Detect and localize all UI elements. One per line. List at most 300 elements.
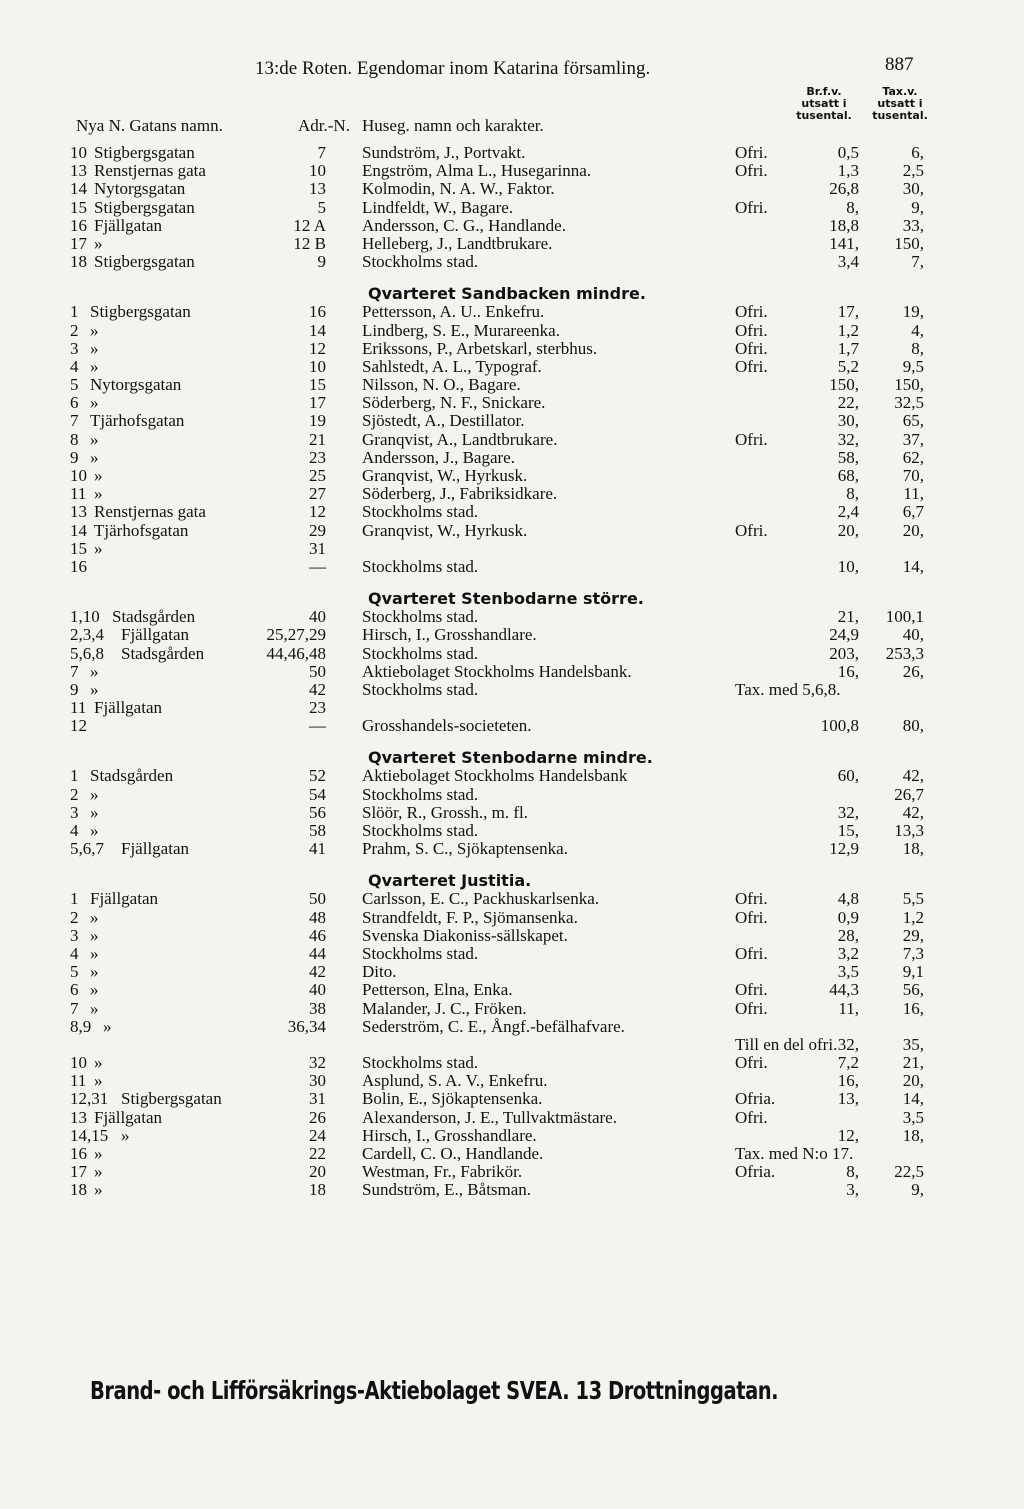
cell-nr: 7 (70, 998, 79, 1018)
cell-adr: 48 (309, 907, 326, 927)
cell-adr: 38 (309, 998, 326, 1018)
cell-ofri: Ofri. (735, 1107, 768, 1127)
cell-adr: 16 (309, 302, 326, 322)
table-row (0, 1000, 1024, 1018)
cell-street: » (90, 802, 99, 822)
cell-tax: 7,3 (902, 943, 924, 963)
cell-brf: 26,8 (829, 179, 859, 199)
cell-owner: Stockholms stad. (362, 679, 479, 699)
cell-nr: 4 (70, 943, 79, 963)
header-brf-line: utsatt i (801, 97, 847, 110)
cell-street: Stigbergsgatan (94, 143, 195, 162)
cell-brf: 44,3 (829, 980, 859, 1000)
cell-brf: 12,9 (829, 839, 859, 859)
cell-tax: 8, (911, 338, 924, 358)
cell-ofri: Ofri. (735, 520, 768, 540)
cell-owner: Bolin, E., Sjökaptensenka. (362, 1089, 543, 1109)
cell-owner: Stockholms stad. (362, 943, 479, 963)
cell-street: » (90, 784, 99, 804)
cell-brf: 16, (837, 661, 859, 681)
cell-tax: 26,7 (894, 784, 924, 804)
table-row (0, 394, 1024, 412)
cell-street: » (103, 1016, 112, 1036)
cell-adr: 21 (309, 429, 326, 449)
cell-tax: 70, (902, 466, 924, 485)
cell-tax: 20, (902, 1071, 924, 1091)
cell-brf: 2,4 (837, 502, 859, 522)
cell-street: » (94, 1162, 103, 1182)
cell-owner: Asplund, S. A. V., Enkefru. (362, 1071, 548, 1091)
cell-ofri: Ofri. (735, 907, 768, 927)
cell-nr: 18 (70, 252, 87, 272)
cell-ofri: Ofri. (735, 320, 768, 340)
table-row (0, 767, 1024, 785)
cell-street: » (90, 980, 99, 1000)
cell-tax: 6, (911, 143, 924, 162)
cell-street: Fjällgatan (90, 889, 158, 909)
cell-tax: 26, (902, 661, 924, 681)
cell-street: » (90, 429, 99, 449)
table-row (0, 412, 1024, 430)
cell-street: » (94, 1053, 103, 1073)
cell-street: » (90, 679, 99, 699)
cell-nr: 16 (70, 556, 87, 576)
cell-brf: 150, (829, 375, 859, 395)
cell-owner: Malander, J. C., Fröken. (362, 998, 527, 1018)
cell-street: Stadsgården (121, 643, 205, 663)
cell-nr: 2 (70, 784, 79, 804)
cell-brf: 32, (837, 802, 859, 822)
cell-brf: 28, (837, 925, 859, 945)
cell-street: » (94, 233, 103, 253)
cell-tax: 2,5 (902, 161, 924, 181)
cell-tax: 35, (902, 1034, 924, 1054)
cell-tax: 32,5 (894, 393, 924, 413)
cell-brf: 12, (837, 1125, 859, 1145)
cell-street: Fjällgatan (121, 625, 189, 645)
cell-brf: 11, (838, 998, 859, 1018)
cell-ofri: Ofri. (735, 998, 768, 1018)
cell-nr: 16 (70, 215, 87, 235)
cell-brf: 16, (837, 1071, 859, 1091)
cell-brf: 1,7 (837, 338, 859, 358)
table-row (0, 303, 1024, 321)
cell-brf: 32, (837, 1034, 859, 1054)
table-row (0, 522, 1024, 540)
cell-owner: Grosshandels-societeten. (362, 716, 532, 736)
cell-adr: 7 (317, 143, 326, 162)
cell-brf: 1,2 (837, 320, 859, 340)
cell-street: » (90, 338, 99, 358)
cell-nr: 10 (70, 466, 87, 485)
cell-ofri: Ofri. (735, 889, 768, 909)
cell-ofri: Till en del ofri. (735, 1034, 838, 1054)
cell-adr: 41 (309, 839, 326, 859)
cell-street: » (90, 998, 99, 1018)
table-row (0, 1090, 1024, 1108)
cell-nr: 1 (70, 766, 79, 786)
cell-brf: 3,5 (837, 962, 859, 982)
table-row (0, 144, 1024, 162)
cell-street: Stigbergsgatan (94, 252, 195, 272)
cell-adr: 29 (309, 520, 326, 540)
cell-owner: Pettersson, A. U.. Enkefru. (362, 302, 545, 322)
cell-brf: 7,2 (837, 1053, 859, 1073)
cell-brf: 20, (837, 520, 859, 540)
cell-nr: 1 (70, 302, 79, 322)
cell-tax: 62, (902, 447, 924, 467)
cell-brf: 8, (846, 197, 859, 217)
cell-nr: 12 (70, 716, 87, 736)
cell-adr: 20 (309, 1162, 326, 1182)
cell-nr: 13 (70, 161, 87, 181)
table-row (0, 358, 1024, 376)
cell-nr: 3 (70, 925, 79, 945)
cell-street: » (90, 943, 99, 963)
cell-brf: 13, (837, 1089, 859, 1109)
table-row (0, 340, 1024, 358)
cell-brf: 32, (837, 429, 859, 449)
cell-owner: Stockholms stad. (362, 1053, 479, 1073)
cell-adr: 12 B (293, 233, 326, 253)
cell-tax: 65, (902, 411, 924, 431)
cell-tax: 6,7 (902, 502, 924, 522)
cell-ofri: Ofri. (735, 302, 768, 322)
table-row (0, 927, 1024, 945)
table-row (0, 1036, 1024, 1054)
cell-owner: Nilsson, N. O., Bagare. (362, 375, 521, 395)
cell-nr: 8,9 (70, 1016, 92, 1036)
section-title-text: Qvarteret Stenbodarne större. (368, 589, 644, 609)
cell-owner: Stockholms stad. (362, 556, 479, 576)
cell-nr: 17 (70, 1162, 87, 1182)
cell-adr: 23 (309, 698, 326, 718)
table-row (0, 1109, 1024, 1127)
cell-adr: 54 (309, 784, 326, 804)
cell-adr: 22 (309, 1144, 326, 1163)
cell-owner: Stockholms stad. (362, 643, 479, 663)
cell-adr: 58 (309, 821, 326, 840)
header-huseg: Huseg. namn och karakter. (362, 116, 544, 135)
footer-text: Brand- och Lifförsäkrings-Aktiebolaget SVEA. 13 Drottninggatan. (90, 1376, 779, 1405)
cell-nr: 7 (70, 411, 79, 431)
cell-owner: Alexanderson, J. E., Tullvaktmästare. (362, 1107, 617, 1127)
table-row (0, 322, 1024, 340)
cell-brf: 5,2 (837, 356, 859, 376)
cell-adr: 5 (317, 197, 326, 217)
column-headers (0, 86, 1024, 136)
cell-nr: 2 (70, 907, 79, 927)
cell-adr: 31 (309, 538, 326, 558)
cell-tax: 16, (902, 998, 924, 1018)
cell-tax: 9,1 (902, 962, 924, 982)
cell-nr: 15 (70, 538, 87, 558)
cell-street: Stadsgården (112, 607, 196, 627)
cell-tax: 22,5 (894, 1162, 924, 1182)
cell-tax: 9, (911, 1180, 924, 1200)
cell-nr: 10 (70, 1053, 87, 1073)
register-table (0, 144, 1024, 1206)
cell-brf: 21, (837, 607, 859, 627)
cell-ofri: Ofria. (735, 1089, 776, 1109)
table-row (0, 1018, 1024, 1036)
cell-brf: 1,3 (837, 161, 859, 181)
cell-tax: 18, (902, 839, 924, 859)
table-row (0, 608, 1024, 626)
cell-nr: 5 (70, 375, 79, 395)
cell-brf: 0,9 (837, 907, 859, 927)
cell-nr: 16 (70, 1144, 87, 1163)
cell-street: » (94, 484, 103, 504)
cell-tax: 14, (902, 1089, 924, 1109)
cell-adr: 17 (309, 393, 326, 413)
table-row (0, 681, 1024, 699)
cell-nr: 14 (70, 520, 87, 540)
cell-street: » (90, 447, 99, 467)
cell-adr: 40 (309, 980, 326, 1000)
cell-street: Tjärhofsgatan (94, 520, 189, 540)
cell-adr: 24 (309, 1125, 326, 1145)
cell-street: » (90, 393, 99, 413)
header-adr: Adr.-N. (298, 116, 350, 135)
cell-nr: 9 (70, 447, 79, 467)
cell-street: Stigbergsgatan (90, 302, 191, 322)
cell-brf: 8, (846, 1162, 859, 1182)
section-title-text: Qvarteret Sandbacken mindre. (368, 284, 646, 304)
cell-adr: 9 (317, 252, 326, 272)
cell-owner: Söderberg, J., Fabriksidkare. (362, 484, 558, 504)
cell-ofri: Ofri. (735, 943, 768, 963)
cell-owner: Stockholms stad. (362, 784, 479, 804)
cell-tax: 37, (902, 429, 924, 449)
table-row (0, 699, 1024, 717)
cell-street: Fjällgatan (94, 1107, 162, 1127)
section-spacer (0, 1200, 1024, 1206)
cell-brf: 141, (829, 233, 859, 253)
cell-tax: 4, (911, 320, 924, 340)
page-number: 887 (885, 54, 914, 75)
cell-owner: Sederström, C. E., Ångf.-befälhafvare. (362, 1016, 625, 1036)
cell-street: » (94, 1180, 103, 1200)
cell-brf: 100,8 (820, 716, 859, 736)
table-row (0, 1163, 1024, 1181)
cell-tax: 13,3 (894, 821, 924, 840)
section-title (0, 582, 1024, 608)
table-row (0, 235, 1024, 253)
cell-adr: 50 (309, 661, 326, 681)
cell-ofri: Tax. med N:o 17. (735, 1144, 854, 1163)
table-row (0, 804, 1024, 822)
cell-adr: 13 (309, 179, 326, 199)
cell-adr: 52 (309, 766, 326, 786)
table-row (0, 1181, 1024, 1199)
cell-street: Fjällgatan (94, 698, 162, 718)
cell-ofri: Ofri. (735, 143, 768, 162)
cell-nr: 4 (70, 821, 79, 840)
cell-adr: 31 (309, 1089, 326, 1109)
cell-owner: Engström, Alma L., Husegarinna. (362, 161, 591, 181)
page-header (0, 54, 1024, 88)
cell-adr: 12 (309, 338, 326, 358)
table-row (0, 945, 1024, 963)
cell-adr: 40 (309, 607, 326, 627)
cell-nr: 12,31 (70, 1089, 109, 1109)
table-row (0, 1054, 1024, 1072)
table-row (0, 963, 1024, 981)
cell-adr: 18 (309, 1180, 326, 1200)
cell-ofri: Ofri. (735, 1053, 768, 1073)
cell-tax: 80, (902, 716, 924, 736)
cell-tax: 100,1 (885, 607, 924, 627)
cell-tax: 19, (902, 302, 924, 322)
cell-street: Renstjernas gata (94, 502, 206, 522)
cell-tax: 21, (902, 1053, 924, 1073)
cell-adr: 25 (309, 466, 326, 485)
cell-street: » (90, 821, 99, 840)
cell-nr: 1 (70, 889, 79, 909)
table-row (0, 485, 1024, 503)
cell-brf: 10, (837, 556, 859, 576)
advertisement-footer (90, 1376, 950, 1405)
cell-tax: 9,5 (902, 356, 924, 376)
cell-nr: 1,10 (70, 607, 100, 627)
cell-nr: 6 (70, 393, 79, 413)
cell-street: Fjällgatan (121, 839, 189, 859)
cell-owner: Hirsch, I., Grosshandlare. (362, 1125, 537, 1145)
cell-street: » (90, 925, 99, 945)
cell-adr: 12 (309, 502, 326, 522)
cell-brf: 58, (837, 447, 859, 467)
cell-brf: 3, (846, 1180, 859, 1200)
cell-brf: 68, (837, 466, 859, 485)
cell-tax: 150, (894, 233, 924, 253)
cell-tax: 14, (902, 556, 924, 576)
header-tax-line: tusental. (872, 109, 928, 122)
cell-nr: 5,6,7 (70, 839, 104, 859)
cell-tax: 20, (902, 520, 924, 540)
cell-brf: 3,2 (837, 943, 859, 963)
header-brf (786, 86, 862, 122)
cell-owner: Aktiebolaget Stockholms Handelsbank. (362, 661, 632, 681)
table-row (0, 981, 1024, 999)
cell-brf: 17, (837, 302, 859, 322)
cell-tax: 30, (902, 179, 924, 199)
cell-brf: 30, (837, 411, 859, 431)
cell-ofri: Ofri. (735, 161, 768, 181)
table-row (0, 217, 1024, 235)
cell-owner: Slöör, R., Grossh., m. fl. (362, 802, 529, 822)
cell-nr: 7 (70, 661, 79, 681)
cell-owner: Aktiebolaget Stockholms Handelsbank (362, 766, 628, 786)
table-row (0, 1072, 1024, 1090)
table-row (0, 449, 1024, 467)
cell-owner: Sundström, E., Båtsman. (362, 1180, 532, 1200)
cell-nr: 15 (70, 197, 87, 217)
cell-adr: 56 (309, 802, 326, 822)
table-row (0, 786, 1024, 804)
cell-owner: Andersson, J., Bagare. (362, 447, 515, 467)
cell-nr: 11 (70, 1071, 87, 1091)
cell-nr: 9 (70, 679, 79, 699)
cell-tax: 29, (902, 925, 924, 945)
cell-adr: 19 (309, 411, 326, 431)
cell-tax: 18, (902, 1125, 924, 1145)
cell-street: » (90, 320, 99, 340)
cell-ofri: Ofria. (735, 1162, 776, 1182)
cell-nr: 10 (70, 143, 87, 162)
cell-owner: Carlsson, E. C., Packhuskarlsenka. (362, 889, 600, 909)
cell-nr: 11 (70, 484, 87, 504)
cell-adr: 10 (309, 161, 326, 181)
cell-brf: 3,4 (837, 252, 859, 272)
cell-owner: Granqvist, A., Landtbrukare. (362, 429, 558, 449)
section-title (0, 277, 1024, 303)
cell-nr: 4 (70, 356, 79, 376)
cell-nr: 13 (70, 502, 87, 522)
cell-nr: 5,6,8 (70, 643, 104, 663)
table-row (0, 890, 1024, 908)
cell-owner: Sjöstedt, A., Destillator. (362, 411, 525, 431)
table-row (0, 840, 1024, 858)
cell-tax: 42, (902, 802, 924, 822)
cell-adr: 36,34 (287, 1016, 326, 1036)
cell-brf: 24,9 (829, 625, 859, 645)
cell-street: Stigbergsgatan (121, 1089, 222, 1109)
cell-adr: 12 A (293, 215, 326, 235)
cell-tax: 150, (894, 375, 924, 395)
cell-street: » (94, 538, 103, 558)
cell-street: Stigbergsgatan (94, 197, 195, 217)
header-tax (862, 86, 938, 122)
cell-owner: Stockholms stad. (362, 607, 479, 627)
cell-adr: — (309, 716, 326, 736)
section-title-text: Qvarteret Justitia. (368, 871, 532, 891)
cell-adr: 30 (309, 1071, 326, 1091)
cell-owner: Sundström, J., Portvakt. (362, 143, 526, 162)
cell-tax: 56, (902, 980, 924, 1000)
cell-nr: 17 (70, 233, 87, 253)
cell-owner: Dito. (362, 962, 397, 982)
cell-tax: 7, (911, 252, 924, 272)
cell-brf: 4,8 (837, 889, 859, 909)
cell-owner: Stockholms stad. (362, 252, 479, 272)
cell-brf: 60, (837, 766, 859, 786)
cell-nr: 2 (70, 320, 79, 340)
cell-owner: Sahlstedt, A. L., Typograf. (362, 356, 542, 376)
cell-tax: 11, (903, 484, 924, 504)
cell-owner: Cardell, C. O., Handlande. (362, 1144, 544, 1163)
table-row (0, 645, 1024, 663)
cell-street: » (94, 1144, 103, 1163)
cell-owner: Lindberg, S. E., Murareenka. (362, 320, 560, 340)
cell-adr: 23 (309, 447, 326, 467)
cell-adr: 44,46,48 (266, 643, 326, 663)
cell-adr: 10 (309, 356, 326, 376)
cell-tax: 3,5 (902, 1107, 924, 1127)
table-row (0, 1127, 1024, 1145)
cell-brf: 0,5 (837, 143, 859, 162)
cell-street: Tjärhofsgatan (90, 411, 185, 431)
header-tax-line: utsatt i (877, 97, 923, 110)
header-tax-line: Tax.v. (882, 85, 918, 98)
page-title: 13:de Roten. Egendomar inom Katarina församling. (255, 58, 651, 79)
cell-tax: 5,5 (902, 889, 924, 909)
cell-adr: 27 (309, 484, 326, 504)
cell-owner: Söderberg, N. F., Snickare. (362, 393, 546, 413)
cell-street: Renstjernas gata (94, 161, 206, 181)
cell-nr: 5 (70, 962, 79, 982)
cell-brf: 15, (837, 821, 859, 840)
